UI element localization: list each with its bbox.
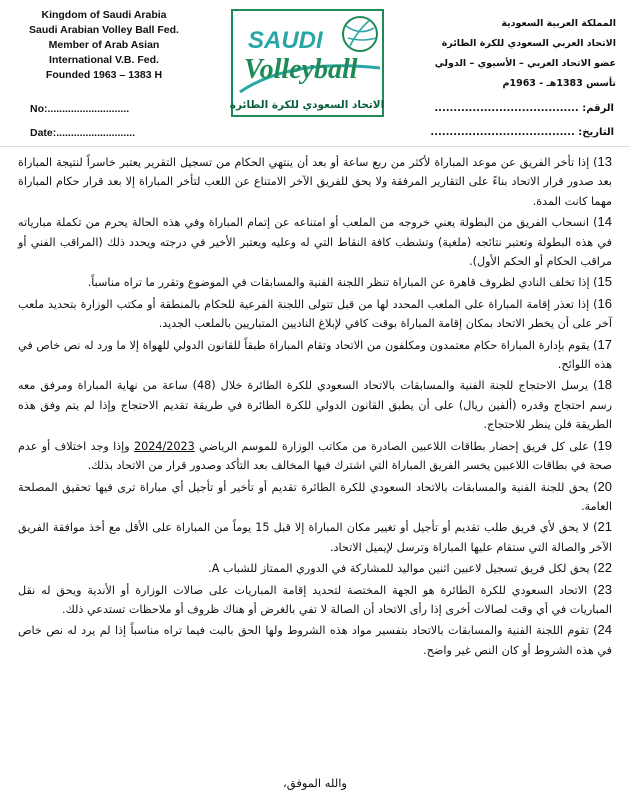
header-arabic-line: تأسس 1383هـ - 1963م — [502, 78, 616, 89]
article-15: 15) إذا تخلف النادي لظروف قاهرة عن المباراة تنظر اللجنة الفنية والمسابقات في الموضوع وتقرر ما تراه مناسباً. — [87, 274, 612, 290]
article-16: 16) إذا تعذر إقامة المباراة على الملعب المحدد لها من قبل تتولى اللجنة الفرعية للحكام بالمنطقة أو مكتب الوزارة بتحديد ملعب آخر على أن يخطر الاتحاد بمكان إقامة المباراة بوقت كافي لإبلاغ الناديين المتباريين بالملعب الجديد. — [18, 295, 613, 331]
article-text: انسحاب الفريق من البطولة يعني خروجه من الملعب أو امتناعه عن إتمام المباراة وفي هذه الحالة يحرم من تكملة مبارياته في هذه البطولة وتعتبر نتائجه (ملغية) وتشطب كافة النقاط التي له وعليه ويعتبر الأخير في درجته ويحدد ذلك (المراقب الفني أو مراقب الحكام أو الحكم الأول). — [18, 216, 612, 269]
article-13: 13) إذا تأخر الفريق عن موعد المباراة لأكثر من ربع ساعة أو بعد أن ينتهي الحكام من تسجيل التقرير يعتبر خاسراً لنتيجة المباراة بعد صدور قرار الاتحاد بناءً على التقارير المرفقة ولا يحق للفريق الآخر الامتناع عن اللعب لتأخر المباراة إلا بعد قرار حكام المباراة مهما كانت المدة. — [18, 154, 612, 208]
article-number: 23 — [597, 581, 613, 597]
header-english-line: Founded 1963 – 1383 H — [45, 69, 163, 81]
article-number: 20 — [597, 478, 613, 494]
header-english-line: Kingdom of Saudi Arabia — [41, 9, 167, 21]
header-divider — [0, 146, 630, 147]
header-arabic-line: المملكة العربية السعودية — [501, 18, 616, 29]
article-23: 23) الاتحاد السعودي للكرة الطائرة هو الجهة المختصة لتحديد إقامة المباريات على صالات الوزارة أو الأندية ويحق له نقل المباريات في أي وقت لصالات أخرى إذا رأى الاتحاد أن الصالة لا تفي بالغرض أو هناك ظروف أو ملاحظات تستدعي ذلك. — [18, 581, 613, 616]
article-text: يحق لكل فريق تسجيل لاعبين اثنين مواليد للمشاركة في الدوري الممتاز للشباب A. — [208, 562, 590, 576]
header-arabic-line: عضو الاتحاد العربي – الأسيوي – الدولي — [434, 58, 616, 69]
season-label: 2024/2023 — [133, 439, 195, 453]
volleyball-logo-icon — [230, 8, 385, 118]
article-text-continued: وإذا وجد اختلاف أو عدم صحة في بطاقات اللاعبين يخسر الفريق المباراة التي اشترك فيها المخالف بعد التأكد وصدور قرار من الاتحاد بذلك. — [18, 439, 612, 473]
document-body — [18, 152, 612, 661]
header-english-line: Saudi Arabian Volley Ball Fed. — [29, 24, 179, 36]
article-number: 21 — [597, 519, 612, 535]
article-text: إذا تعذر إقامة المباراة على الملعب المحدد لها من قبل تتولى اللجنة الفرعية للحكام بالمنطقة أو مكتب الوزارة بتحديد ملعب آخر على أن يخطر الاتحاد بمكان إقامة المباراة بوقت كافي لإبلاغ الناديين المتباريين بالملعب الجديد. — [18, 297, 612, 331]
article-number: 22 — [597, 560, 612, 576]
article-text: يرسل الاحتجاج للجنة الفنية والمسابقات بالاتحاد السعودي للكرة الطائرة خلال (48) ساعة من نهاية المباراة ومرفق معه رسم احتجاج وقدره (ألفين ريال) على أن يطبق القانون الدولي للكرة الطائرة في طريقة تقديم الاحتجاج وإذا لم يتم وفق هذه الطريقة فلن ينظر للاحتجاج. — [18, 379, 612, 432]
article-text: الاتحاد السعودي للكرة الطائرة هو الجهة المختصة لتحديد إقامة المباريات على صالات الوزارة أو الأندية ويحق له نقل المباريات في أي وقت لصالات أخرى إذا رأى الاتحاد أن الصالة لا تفي بالغرض أو هناك ظروف أو ملاحظات تستدعي ذلك. — [18, 583, 612, 616]
article-text: يحق للجنة الفنية والمسابقات بالاتحاد السعودي للكرة الطائرة تقديم أو تأخير أو تأجيل أي مباراة ترى فيها تحقيق المصلحة العامة. — [18, 480, 612, 513]
reference-number-field: No:............................ — [30, 103, 130, 115]
article-14: 14) انسحاب الفريق من البطولة يعني خروجه من الملعب أو امتناعه عن إتمام المباراة وفي هذه الحالة يحرم من تكملة مبارياته في هذه البطولة وتعتبر نتائجه (ملغية) وتشطب كافة النقاط التي له وعليه ويعتبر الأخير في درجته ويحدد ذلك (المراقب الفني أو مراقب الحكام أو الحكم الأول). — [18, 214, 612, 269]
article-number: 17 — [597, 336, 612, 352]
article-text: تقوم اللجنة الفنية والمسابقات بالاتحاد بتفسير مواد هذه الشروط ولها الحق بالبت فيما تراه مناسباً إذا لم يرد له نص خاص في هذه الشروط أو كان النص غير واضح. — [18, 624, 612, 657]
article-22: 22) يحق لكل فريق تسجيل لاعبين اثنين مواليد للمشاركة في الدوري الممتاز للشباب A. — [208, 560, 612, 576]
article-number: 14 — [597, 214, 612, 230]
article-18: 18) يرسل الاحتجاج للجنة الفنية والمسابقات بالاتحاد السعودي للكرة الطائرة خلال (48) ساعة من نهاية المباراة ومرفق معه رسم احتجاج وقدره (ألفين ريال) على أن يطبق القانون الدولي للكرة الطائرة في طريقة تقديم الاحتجاج وإذا لم يتم وفق هذه الطريقة فلن ينظر للاحتجاج. — [18, 377, 612, 432]
logo-word-saudi: SAUDI — [248, 27, 323, 54]
article-text: لا يحق لأي فريق طلب تقديم أو تأجيل أو تغيير مكان المباراة إلا قبل 15 يوماً من المباراة على الأقل مع أخذ موافقة الفريق الآخر والصالة التي ستقام عليها المباراة وترسل لإيميل الاتحاد. — [18, 521, 612, 554]
article-21: 21) لا يحق لأي فريق طلب تقديم أو تأجيل أو تغيير مكان المباراة إلا قبل 15 يوماً من المباراة على الأقل مع أخذ موافقة الفريق الآخر والصالة التي ستقام عليها المباراة وترسل لإيميل الاتحاد. — [18, 519, 612, 554]
header-arabic-line: الاتحاد العربي السعودي للكرة الطائرة — [441, 38, 616, 49]
article-24: 24) تقوم اللجنة الفنية والمسابقات بالاتحاد بتفسير مواد هذه الشروط ولها الحق بالبت فيما تراه مناسباً إذا لم يرد له نص خاص في هذه الشروط أو كان النص غير واضح. — [18, 622, 613, 657]
article-20: 20) يحق للجنة الفنية والمسابقات بالاتحاد السعودي للكرة الطائرة تقديم أو تأخير أو تأجيل أي مباراة ترى فيها تحقيق المصلحة العامة. — [18, 478, 613, 513]
arabic-reference-number-field: الرقم: ...................................... — [434, 103, 614, 114]
article-number: 13 — [597, 154, 612, 169]
federation-logo — [230, 8, 385, 118]
header-english-line: Member of Arab Asian — [48, 39, 160, 51]
article-number: 15 — [597, 274, 612, 290]
article-19: 19) على كل فريق إحضار بطاقات اللاعبين الصادرة من مكاتب الوزارة للموسم الرياضي 2024/2023 وإذا وجد اختلاف أو عدم صحة في بطاقات اللاعبين يخسر الفريق المباراة التي اشترك فيها المخالف بعد التأكد وصدور قرار من الاتحاد بذلك. — [18, 437, 612, 473]
article-number: 16 — [597, 295, 613, 311]
article-number: 24 — [597, 622, 613, 638]
header-english-line: International V.B. Fed. — [49, 54, 159, 66]
article-number: 18 — [597, 377, 612, 393]
date-field: Date:........................... — [30, 127, 136, 139]
closing-remark: والله الموفق، — [283, 776, 347, 790]
article-text: إذا تخلف النادي لظروف قاهرة عن المباراة تنظر اللجنة الفنية والمسابقات في الموضوع وتقرر ما تراه مناسباً. — [87, 276, 590, 290]
logo-arabic-name: الاتحاد السعودي للكرة الطائرة — [230, 99, 385, 111]
article-text: على كل فريق إحضار بطاقات اللاعبين الصادرة من مكاتب الوزارة للموسم الرياضي — [199, 439, 589, 453]
article-number: 19 — [597, 437, 612, 453]
header-english-block — [14, 8, 194, 83]
article-17: 17) يقوم بإدارة المباراة حكام معتمدون ومكلفون من الاتحاد وتقام المباراة طبقاً للقانون الدولي للهواة إلا ما ورد له نص خاص في هذه اللوائح. — [18, 336, 612, 372]
logo-word-volleyball: Volleyball — [244, 54, 358, 85]
header-arabic-block — [426, 14, 616, 94]
arabic-date-field: التاريخ: ...................................... — [430, 127, 614, 138]
article-text: يقوم بإدارة المباراة حكام معتمدون ومكلفون من الاتحاد وتقام المباراة طبقاً للقانون الدولي للهواة إلا ما ورد له نص خاص في هذه اللوائح. — [18, 338, 612, 372]
article-text: إذا تأخر الفريق عن موعد المباراة لأكثر من ربع ساعة أو بعد أن ينتهي الحكام من تسجيل التقرير يعتبر خاسراً لنتيجة المباراة بعد صدور قرار الاتحاد بناءً على التقارير المرفقة ولا يحق للفريق الآخر الامتناع عن اللعب لتأخر المباراة إلا بعد قرار حكام المباراة مهما كانت المدة. — [18, 156, 612, 208]
